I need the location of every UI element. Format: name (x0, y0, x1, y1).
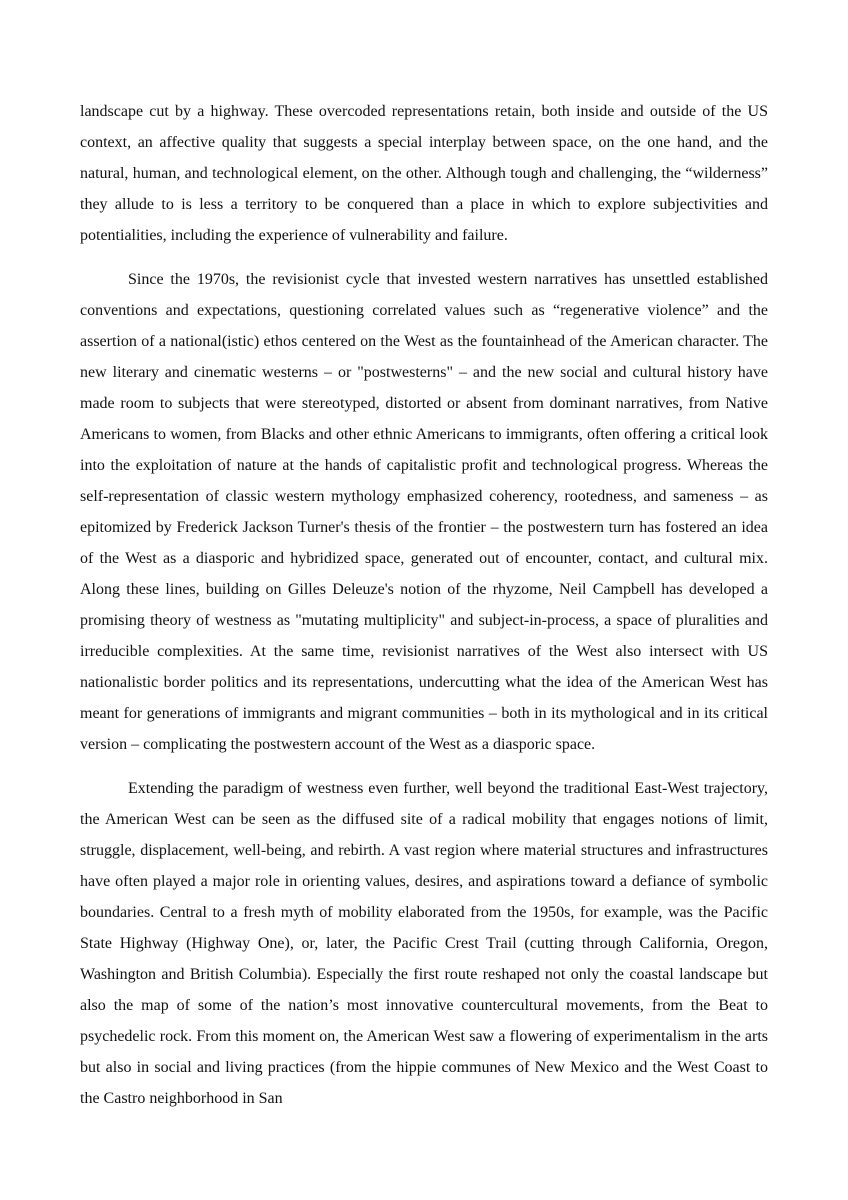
paragraph-1: landscape cut by a highway. These overcoded representations retain, both inside and outside of the US context, an affective quality that suggests a special interplay between space, on the one hand, and the natural, human, and technological element, on the other. Although tough and challenging, the “wilderness” they allude to is less a territory to be conquered than a place in which to explore subjectivities and potentialities, including the experience of vulnerability and failure. (80, 103, 768, 244)
document-page (80, 96, 768, 1127)
paragraph-3: Extending the paradigm of westness even further, well beyond the traditional East-West trajectory, the American West can be seen as the diffused site of a radical mobility that engages notions of limit, struggle, displacement, well-being, and rebirth. A vast region where material structures and infrastructures have often played a major role in orienting values, desires, and aspirations toward a defiance of symbolic boundaries. Central to a fresh myth of mobility elaborated from the 1950s, for example, was the Pacific State Highway (Highway One), or, later, the Pacific Crest Trail (cutting through California, Oregon, Washington and British Columbia). Especially the first route reshaped not only the coastal landscape but also the map of some of the nation’s most innovative countercultural movements, from the Beat to psychedelic rock. From this moment on, the American West saw a flowering of experimentalism in the arts but also in social and living practices (from the hippie communes of New Mexico and the West Coast to the Castro neighborhood in San (80, 780, 768, 1107)
paragraph-2: Since the 1970s, the revisionist cycle that invested western narratives has unsettled established conventions and expectations, questioning correlated values such as “regenerative violence” and the assertion of a national(istic) ethos centered on the West as the fountainhead of the American character. The new literary and cinematic westerns – or "postwesterns" – and the new social and cultural history have made room to subjects that were stereotyped, distorted or absent from dominant narratives, from Native Americans to women, from Blacks and other ethnic Americans to immigrants, often offering a critical look into the exploitation of nature at the hands of capitalistic profit and technological progress. Whereas the self-representation of classic western mythology emphasized coherency, rootedness, and sameness – as epitomized by Frederick Jackson Turner's thesis of the frontier – the postwestern turn has fostered an idea of the West as a diasporic and hybridized space, generated out of encounter, contact, and cultural mix. Along these lines, building on Gilles Deleuze's notion of the rhyzome, Neil Campbell has developed a promising theory of westness as "mutating multiplicity" and subject-in-process, a space of pluralities and irreducible complexities. At the same time, revisionist narratives of the West also intersect with US nationalistic border politics and its representations, undercutting what the idea of the American West has meant for generations of immigrants and migrant communities – both in its mythological and in its critical version – complicating the postwestern account of the West as a diasporic space. (80, 271, 768, 753)
